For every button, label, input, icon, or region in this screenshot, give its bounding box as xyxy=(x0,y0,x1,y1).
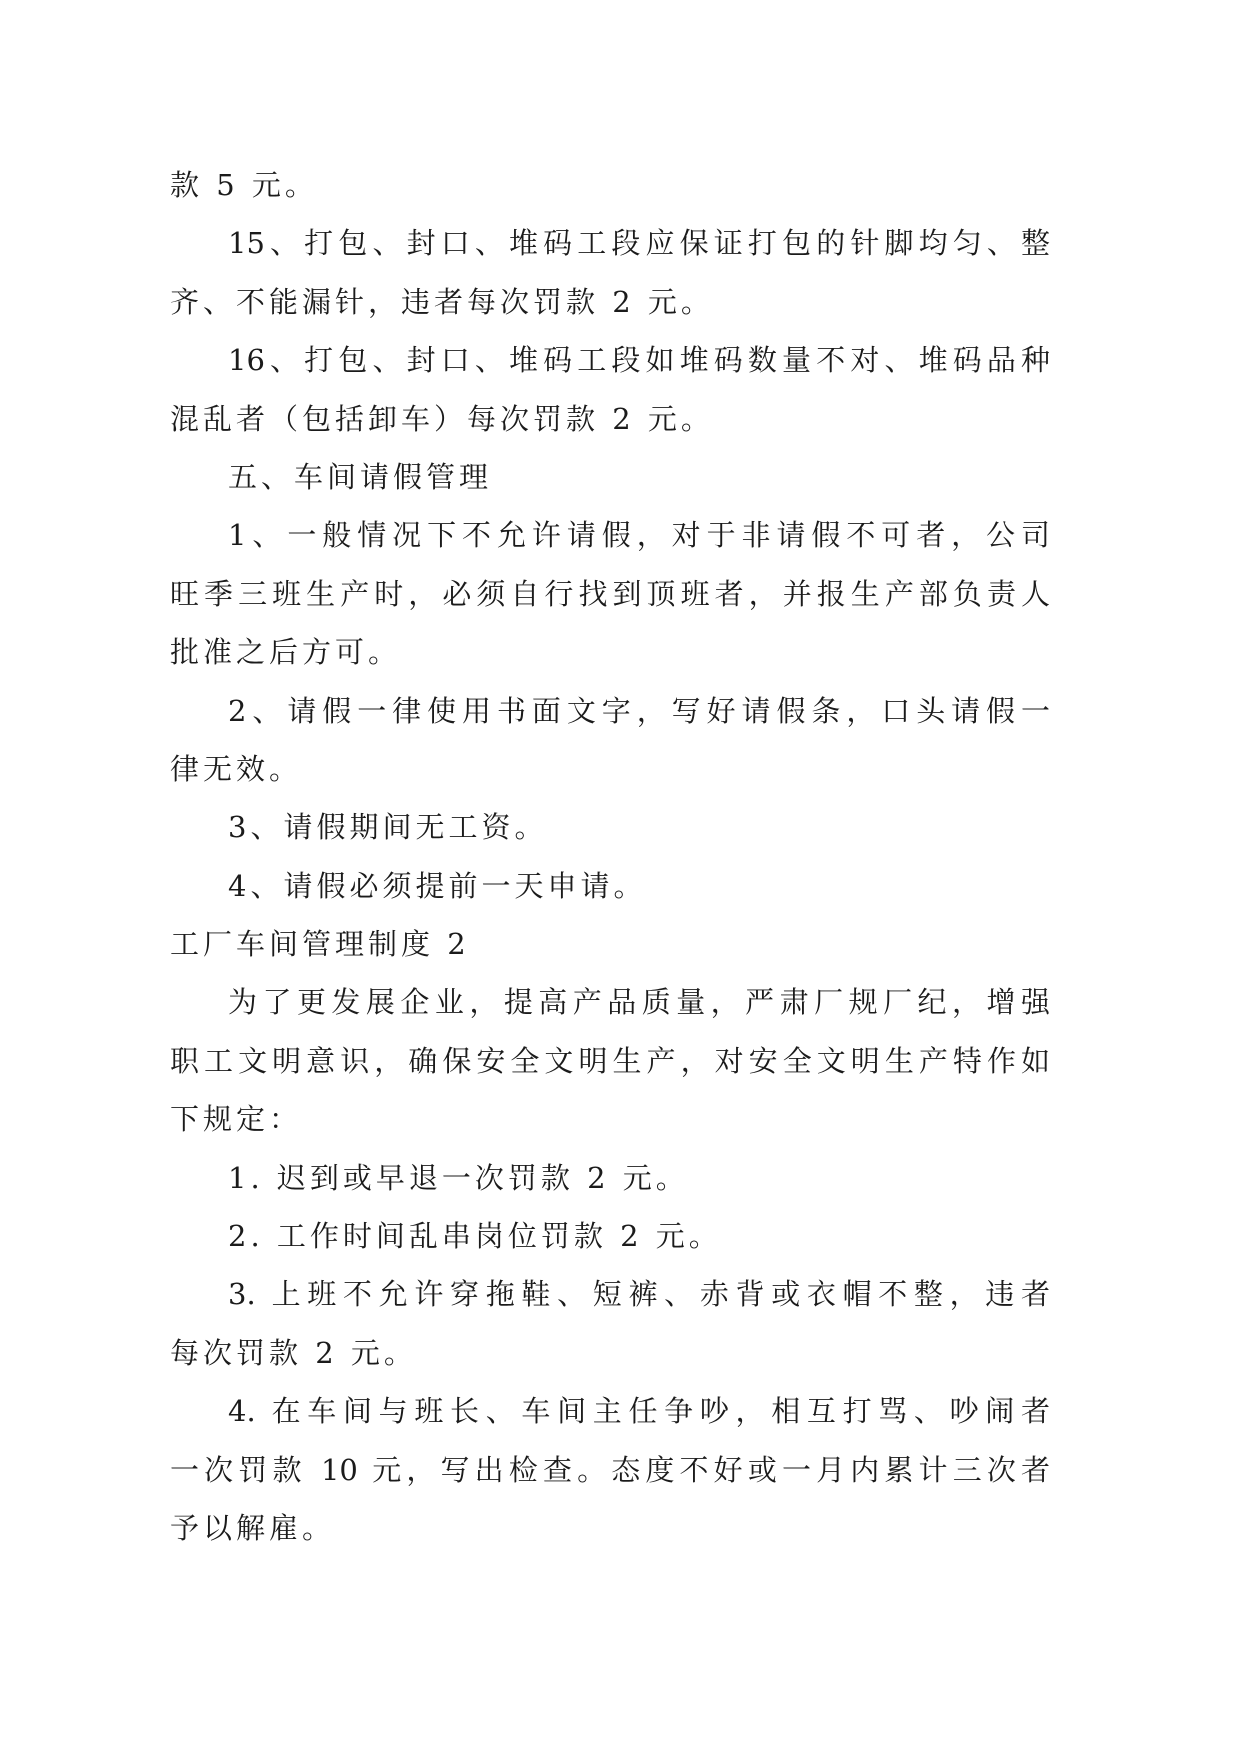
text-line: 2、请假一律使用书面文字，写好请假条，口头请假一 xyxy=(228,693,1050,728)
text-line: 予以解雇。 xyxy=(170,1510,336,1545)
paragraph-leave-2 xyxy=(170,682,1050,799)
paragraph-item-3 xyxy=(170,1265,1050,1382)
text-line: 4. 在车间与班长、车间主任争吵，相互打骂、吵闹者 xyxy=(228,1394,1050,1429)
paragraph-leave-4 xyxy=(170,857,1050,915)
text-line: 16、打包、封口、堆码工段如堆码数量不对、堆码品种 xyxy=(228,343,1050,378)
paragraph-intro xyxy=(170,973,1050,1148)
text-line: 批准之后方可。 xyxy=(170,635,402,670)
paragraph-rule-15 xyxy=(170,214,1050,331)
text-line: 律无效。 xyxy=(170,751,303,786)
document-title-text: 工厂车间管理制度 2 xyxy=(170,927,470,962)
paragraph-item-1 xyxy=(170,1149,1050,1207)
section-heading xyxy=(170,448,1050,506)
text-line: 1. 迟到或早退一次罚款 2 元。 xyxy=(228,1160,689,1195)
text-line: 混乱者（包括卸车）每次罚款 2 元。 xyxy=(170,401,714,436)
document-body xyxy=(170,156,1050,1557)
text-line: 款 5 元。 xyxy=(170,168,318,202)
text-line: 4、请假必须提前一天申请。 xyxy=(228,868,647,903)
paragraph xyxy=(170,156,1050,214)
text-line: 每次罚款 2 元。 xyxy=(170,1335,417,1370)
text-line: 为了更发展企业，提高产品质量，严肃厂规厂纪，增强 xyxy=(228,985,1050,1020)
document-title xyxy=(170,915,1050,973)
text-line: 15、打包、封口、堆码工段应保证打包的针脚均匀、整 xyxy=(228,226,1050,261)
paragraph-leave-3 xyxy=(170,798,1050,856)
paragraph-item-4 xyxy=(170,1382,1050,1557)
text-line: 下规定： xyxy=(170,1102,303,1137)
paragraph-rule-16 xyxy=(170,331,1050,448)
text-line: 3. 上班不允许穿拖鞋、短裤、赤背或衣帽不整，违者 xyxy=(228,1277,1050,1312)
text-line: 职工文明意识，确保安全文明生产，对安全文明生产特作如 xyxy=(170,1043,1050,1078)
text-line: 一次罚款 10 元，写出检查。态度不好或一月内累计三次者 xyxy=(170,1452,1050,1487)
paragraph-item-2 xyxy=(170,1207,1050,1265)
text-line: 2. 工作时间乱串岗位罚款 2 元。 xyxy=(228,1219,722,1254)
text-line: 齐、不能漏针，违者每次罚款 2 元。 xyxy=(170,284,714,319)
paragraph-leave-1 xyxy=(170,506,1050,681)
text-line: 3、请假期间无工资。 xyxy=(228,810,548,845)
section-heading-text: 五、车间请假管理 xyxy=(228,459,493,494)
text-line: 1、一般情况下不允许请假，对于非请假不可者，公司 xyxy=(228,518,1050,553)
text-line: 旺季三班生产时，必须自行找到顶班者，并报生产部负责人 xyxy=(170,576,1050,611)
